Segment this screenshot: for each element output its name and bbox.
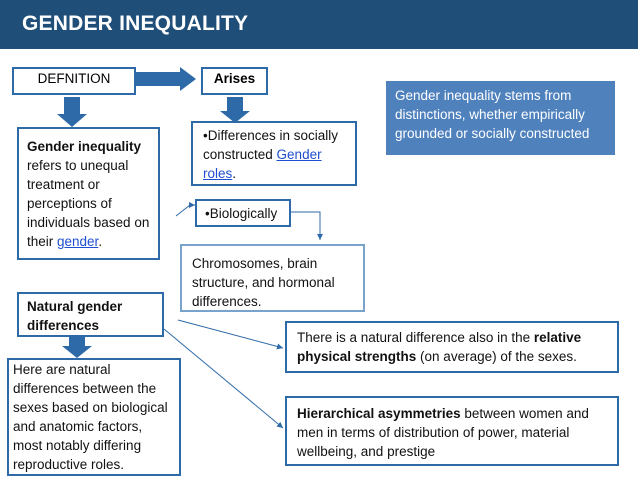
definition-term: Gender inequality: [27, 139, 142, 154]
page-title: GENDER INEQUALITY: [22, 12, 249, 35]
gender-roles-link[interactable]: Gender roles: [203, 147, 322, 181]
chromosomes-box: Chromosomes, brain structure, and hormonal differences.: [180, 244, 365, 312]
strength-text: There is a natural difference also in the: [297, 330, 534, 345]
arrow-natural-to-hierarchy: [164, 329, 283, 428]
biological-box: •Biologically: [195, 199, 291, 227]
arrow-arises-down: [220, 97, 250, 123]
note-box: Gender inequality stems from distinctions, whether empirically grounded or socially constructed: [386, 81, 615, 155]
arrow-social-to-biological: [176, 205, 195, 216]
strength-box: [285, 321, 619, 373]
definition-text: refers to unequal treatment or perceptions of individuals based on their: [27, 158, 150, 249]
natural-differences-label: Natural gender differences: [17, 292, 164, 337]
hierarchy-text: between women and men in terms of distribution of power, material wellbeing, and prestige: [297, 406, 589, 459]
strength-end: (on average) of the sexes.: [416, 349, 577, 364]
definition-end: .: [98, 234, 103, 249]
hierarchy-bold: Hierarchical asymmetries: [297, 406, 461, 421]
arrow-natural-to-strength: [178, 320, 283, 348]
hierarchy-box: [285, 396, 619, 466]
gender-link[interactable]: gender: [57, 234, 99, 249]
definition-label: DEFNITION: [12, 67, 136, 95]
social-text: •Differences in socially constructed: [203, 128, 339, 162]
strength-bold: relative physical strengths: [297, 330, 582, 364]
natural-differences-text: Here are natural differences between the sexes based on biological and anatomic factors, most notably differing reproductive roles.: [7, 358, 181, 476]
arrow-definition-to-arises: [136, 67, 196, 91]
arises-label: Arises: [201, 67, 268, 95]
social-box: [191, 121, 357, 186]
social-end: .: [232, 166, 237, 181]
arrow-definition-down: [57, 97, 87, 127]
definition-box: [17, 127, 160, 260]
arrow-biological-to-chromosomes: [291, 212, 320, 240]
arrow-natural-down: [62, 337, 92, 358]
